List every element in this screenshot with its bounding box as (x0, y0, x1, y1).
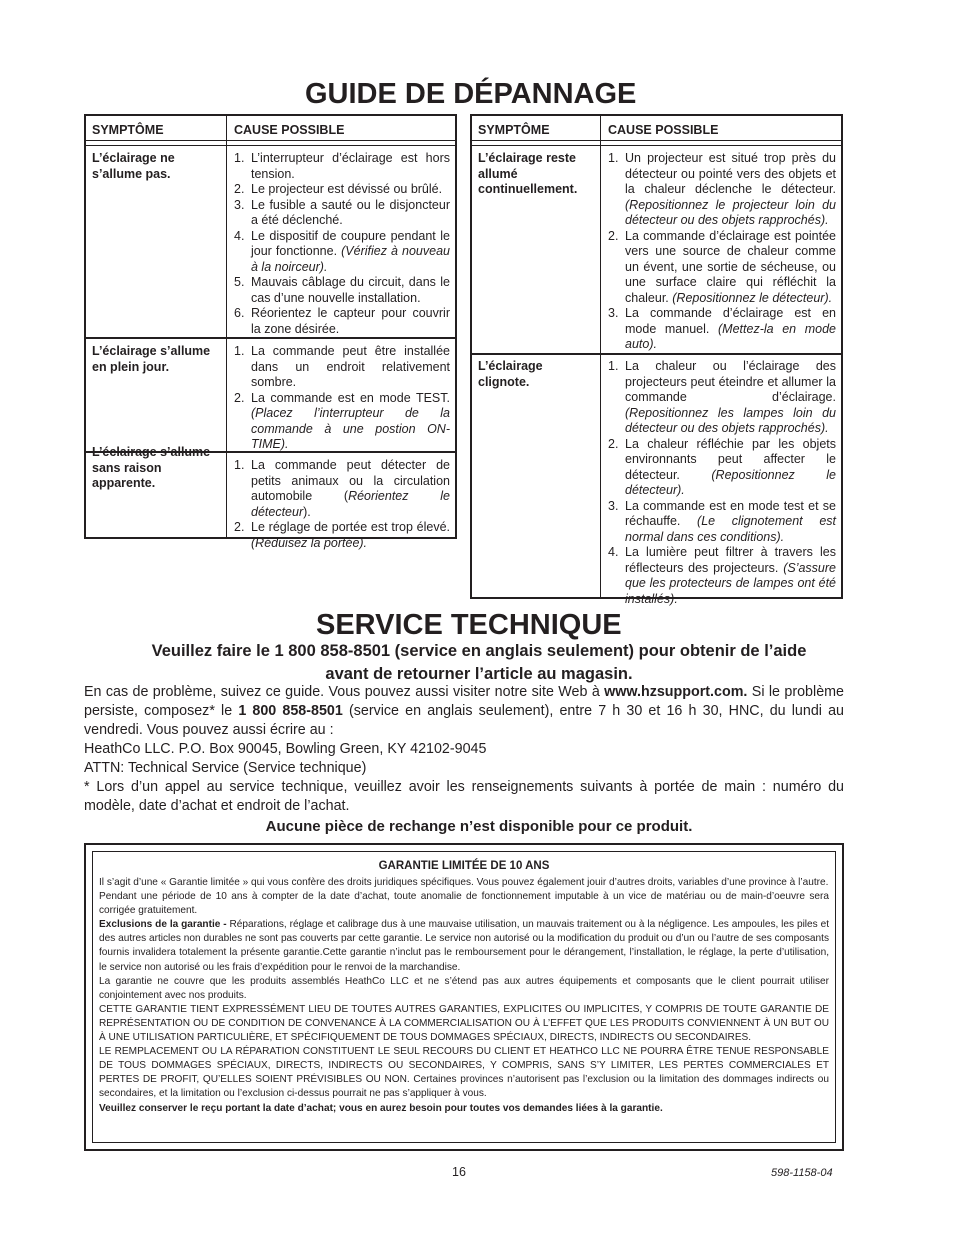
warranty-text: Il s’agit d’une « Garantie limitée » qui vous confère des droits juridiques spécifiques. Vous pouvez également jouir d’autres droits, variables d’une province à l’autre. Pendant une période de 10 ans à compter de la date d’achat, toute anomalie de fonctionnement imputable à un vice de matériau ou de main-d’oeuvre sera corrigée gratuitement. Exclusions de la garantie - Réparations, réglage et calibrage dus à une mauvaise utilisation, un mauvais traitement ou à la négligence. Les ampoules, les piles et des autres articles non durables ne sont pas couverts par cette garantie. Le service non autorisé ou la modification du produit ou d’un ou l’autre de ses composants fournis invalidera totalement la présente garantie.Cette garantie n’inclut pas le remboursement pour le dérangement, l’installation, le réglage, la perte d’utilisation, le service non autorisé ou les frais d’expédition pour le renvoi de la marchandise. La garantie ne couvre que les produits assemblés HeathCo LLC et ne s’étend pas aux autres équipements et composants que le client pourrait utiliser conjointement avec nos produits. CETTE GARANTIE TIENT EXPRESSÉMENT LIEU DE TOUTES AUTRES GARANTIES, EXPLICITES OU IMPLICITES, Y COMPRIS DE TOUTE GARANTIE DE REPRÉSENTATION OU DE CONDITION DE CONVENANCE À LA COMMERCIALISATION OU À L’EFFET QUE LES PRODUITS CONVIENNENT À UN BUT OU À UNE UTILISATION PARTICULIÈRE, ET SPÉCIFIQUEMENT DE TOUS DOMMAGES SPÉCIAUX, DIRECTS, INDIRECTS OU SECONDAIRES. LE REMPLACEMENT OU LA RÉPARATION CONSTITUENT LE SEUL RECOURS DU CLIENT ET HEATHCO LLC NE POURRA ÊTRE TENUE RESPONSABLE DE TOUS DOMMAGES SPÉCIAUX, DIRECTS, INDIRECTS OU SECONDAIRES, Y COMPRIS, SANS S’Y LIMITER, LES PERTES COMMERCIALES ET PERTES DE PROFIT, QU’ELLES SOIENT PRÉVISIBLES OU NON. Certaines provinces n’autorisent pas l’exclusion ou la limitation des dommages indirects ou secondaires, et la limitation ou l’exclusion ci-dessus pourrait ne pas s’appliquer à vous. Veuillez conserver le reçu portant la date d’achat; vous en aurez besoin pour toutes vos demandes liées à la garantie. (99, 877, 830, 1114)
causes-no-light: 1. L’interrupteur d’éclairage est hors tension. 2. Le projecteur est dévissé ou brûlé. 3. Le fusible a sauté ou le disjoncteur a été déclenché. 4. Le dispositif de coupure pendant le jour fonctionne. (Vérifiez à nouveau à la noirceur). 5. Mauvais câblage du circuit, dans le cas d’une nouvelle installation. 6. Réorientez le capteur pour couvrir la zone désirée. (234, 151, 450, 336)
symptom-stays-on: L’éclairage reste allumé continuellement. (478, 151, 578, 196)
parts-notice: Aucune pièce de rechange n’est disponible pour ce produit. (265, 818, 693, 835)
service-subtitle: Veuillez faire le 1 800 858-8501 (service en anglais seulement) pour obtenir de l’aide avant de retourner l’article au magasin. (151, 642, 807, 683)
header-symptom: SYMPTÔME (478, 123, 550, 137)
header-cause: CAUSE POSSIBLE (234, 123, 345, 137)
support-phone: 1 800 858-8501 (238, 703, 343, 719)
document-number: 598-1158-04 (771, 1167, 833, 1179)
causes-stays-on: 1. Un projecteur est situé trop près du détecteur ou pointé vers des objets et la chaleur déclenche le détecteur. (Repositionnez le projecteur loin du détecteur ou des objets rapprochés). 2. La commande d’éclairage est pointée vers une source de chaleur comme un évent, une sortie de sécheuse, ou une surface claire qui réfléchit la chaleur. (Repositionnez le détecteur). 3. La commande d’éclairage est en mode manuel. (Mettez-la en mode auto). (608, 151, 837, 351)
header-cause: CAUSE POSSIBLE (608, 123, 719, 137)
service-title: SERVICE TECHNIQUE (316, 609, 622, 641)
service-paragraph: En cas de problème, suivez ce guide. Vous pouvez aussi visiter notre site Web à www.hzsupport.com. Si le problème persiste, composez* le 1 800 858-8501 (service en anglais seulement), entre 7 h 30 et 16 h 30, HNC, du lundi au vendredi. Vous pouvez aussi écrire au : (84, 684, 845, 738)
service-footnote: * Lors d’un appel au service technique, veuillez avoir les renseignements suivants à portée de main : numéro du modèle, date d’achat et endroit de l’achat. (84, 779, 844, 814)
service-attn: ATTN: Technical Service (Service technique) (84, 760, 367, 776)
symptom-random: L’éclairage s’allume sans raison apparente. (92, 445, 211, 490)
troubleshooting-table-right (470, 114, 843, 606)
troubleshooting-title: GUIDE DE DÉPANNAGE (305, 78, 637, 110)
symptom-flashes: L’éclairage clignote. (478, 359, 543, 389)
warranty-title: GARANTIE LIMITÉE DE 10 ANS (378, 860, 550, 872)
causes-random: 1. La commande peut détecter de petits animaux ou la circulation automobile (Réorientez le détecteur). 2. Le réglage de portée est trop élevé. (Réduisez la portée). (234, 458, 450, 550)
service-body (84, 683, 844, 816)
symptom-no-light: L’éclairage ne s’allume pas. (92, 151, 175, 181)
header-symptom: SYMPTÔME (92, 123, 164, 137)
causes-daylight: 1. La commande peut être installée dans un endroit relativement sombre. 2. La commande est en mode TEST. (Placez l’interrupteur de la commande à une postion ON-TIME). (234, 344, 450, 451)
page-number: 16 (452, 1165, 466, 1179)
causes-flashes: 1. La chaleur ou l’éclairage des projecteurs peut éteindre et allumer la commande d’éclairage. (Repositionnez les lampes loin du détecteur ou des objets rapprochés). 2. La chaleur réfléchie par les objets environnants peut affecter le détecteur. (Repositionnez le détecteur). 3. La commande est en mode test et se réchauffe. (Le clignotement est normal dans ces conditions). 4. La lumière peut filtrer à travers les réflecteurs des projecteurs. (S’assure que les protecteurs de lampes ont été installés). (608, 359, 836, 606)
service-address: HeathCo LLC. P.O. Box 90045, Bowling Green, KY 42102-9045 (84, 741, 487, 757)
warranty-box (84, 843, 844, 1151)
support-url[interactable]: www.hzsupport.com. (604, 684, 748, 700)
symptom-daylight: L’éclairage s’allume en plein jour. (92, 344, 211, 374)
troubleshooting-table-left (84, 114, 457, 550)
